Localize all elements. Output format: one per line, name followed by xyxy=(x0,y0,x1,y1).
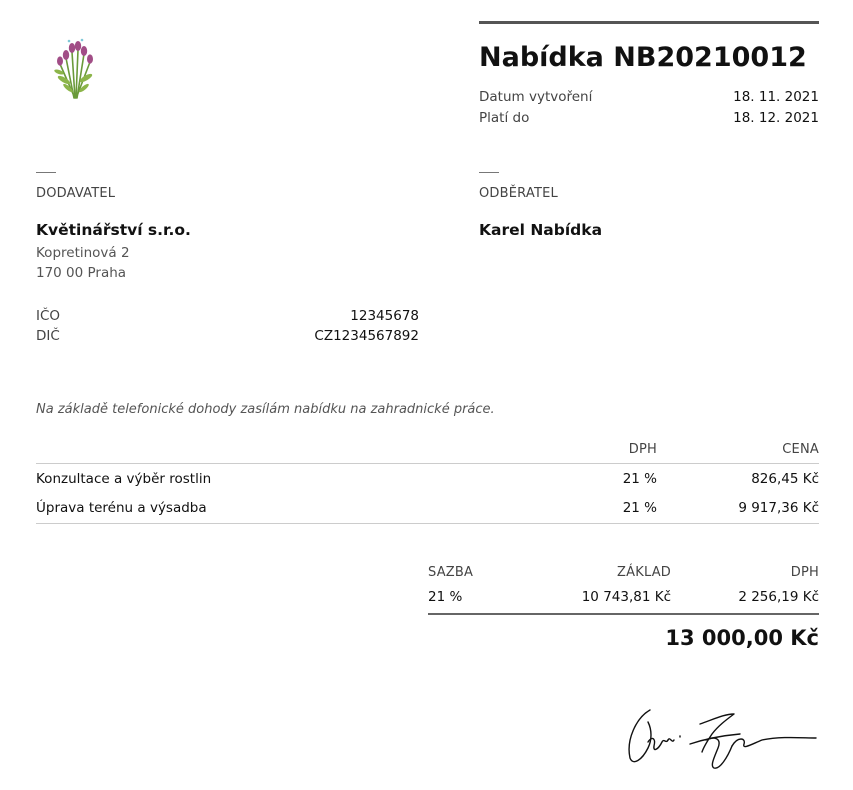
valid-until-label: Platí do xyxy=(479,110,530,126)
item-name: Úprava terénu a výsadba xyxy=(36,500,207,516)
supplier-name: Květinářství s.r.o. xyxy=(36,221,191,239)
total-rule xyxy=(428,613,819,615)
items-col-vat: DPH xyxy=(628,442,657,457)
summary-rate: 21 % xyxy=(428,589,463,605)
dic-label: DIČ xyxy=(36,328,60,344)
summary-col-base: ZÁKLAD xyxy=(617,565,671,580)
header-rule xyxy=(479,21,819,24)
valid-until-row xyxy=(479,110,819,126)
supplier-city: 170 00 Praha xyxy=(36,265,127,281)
supplier-rule xyxy=(36,172,56,173)
items-header-rule xyxy=(36,463,819,464)
items-header xyxy=(36,442,819,458)
dic-row xyxy=(36,328,419,344)
table-row xyxy=(36,471,819,489)
ico-label: IČO xyxy=(36,308,61,324)
supplier-heading: DODAVATEL xyxy=(36,186,116,201)
created-date-row xyxy=(479,89,819,105)
created-date-value: 18. 11. 2021 xyxy=(733,89,819,105)
summary-col-rate: SAZBA xyxy=(428,565,474,580)
items-bottom-rule xyxy=(36,523,819,524)
item-price: 826,45 Kč xyxy=(751,471,819,487)
item-price: 9 917,36 Kč xyxy=(738,500,819,516)
created-date-label: Datum vytvoření xyxy=(479,89,593,105)
ico-row xyxy=(36,308,419,324)
customer-name: Karel Nabídka xyxy=(479,221,603,239)
supplier-street: Kopretinová 2 xyxy=(36,245,130,261)
offer-note: Na základě telefonické dohody zasílám nabídku na zahradnické práce. xyxy=(36,402,495,417)
dic-value: CZ1234567892 xyxy=(314,328,419,344)
customer-heading: ODBĚRATEL xyxy=(479,186,558,201)
document-title: Nabídka NB20210012 xyxy=(479,42,807,73)
item-name: Konzultace a výběr rostlin xyxy=(36,471,212,487)
summary-col-vat: DPH xyxy=(790,565,819,580)
ico-value: 12345678 xyxy=(350,308,419,324)
table-row xyxy=(36,500,819,518)
item-vat: 21 % xyxy=(622,471,657,487)
valid-until-value: 18. 12. 2021 xyxy=(733,110,819,126)
summary-header xyxy=(428,565,819,581)
summary-row xyxy=(428,589,819,607)
grand-total: 13 000,00 Kč xyxy=(665,626,819,650)
items-col-price: CENA xyxy=(782,442,819,457)
flower-bouquet-logo xyxy=(44,30,104,102)
summary-vat: 2 256,19 Kč xyxy=(738,589,819,605)
summary-base: 10 743,81 Kč xyxy=(581,589,671,605)
item-vat: 21 % xyxy=(622,500,657,516)
handwritten-signature xyxy=(622,700,822,775)
customer-rule xyxy=(479,172,499,173)
